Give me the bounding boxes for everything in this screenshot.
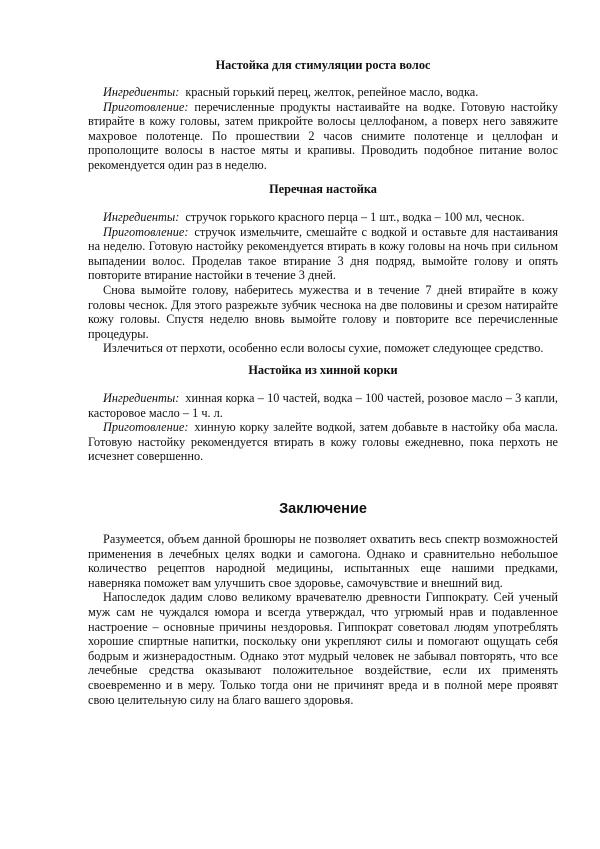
paragraph: Излечиться от перхоти, особенно если волосы сухие, поможет следующее средство. (103, 341, 544, 356)
ingredients-label: Ингредиенты: (103, 85, 180, 99)
preparation-paragraph (88, 420, 558, 464)
recipe-section-3 (88, 363, 558, 464)
paragraph: Разумеется, объем данной брошюры не позволяет охватить весь спектр возможностей применения в лечебных целях водки и самогона. Однако и сравнительно небольшое количество рецептов народной медицины, испытанных еще нашими предками, наверняка поможет вам улучшить свое здоровье, самочувствие и внешний вид. (88, 532, 558, 590)
ingredients-text: хинная корка – 10 частей, водка – 100 частей, розовое масло – 3 капли, касторовое масло – 1 ч. л. (88, 391, 558, 420)
preparation-paragraph (88, 225, 558, 283)
ingredients-paragraph (88, 210, 558, 225)
preparation-text: перечисленные продукты настаивайте на водке. Готовую настойку втирайте в кожу головы, затем прикройте волосы целлофаном, а поверх него завяжите махровое полотенце. По прошествии 2 часов снимите полотенце и целлофан и прополощите волосы в настое мяты и крапивы. Проводить подобное питание волос рекомендуется один раз в неделю. (88, 99, 558, 172)
paragraph: Снова вымойте голову, наберитесь мужества и в течение 7 дней втирайте в кожу головы чеснок. Для этого разрежьте зубчик чеснока на две половины и срезом натирайте кожу головы. Спустя неделю вновь вымойте голову и повторите все перечисленные процедуры. (88, 282, 558, 341)
conclusion-section (88, 501, 558, 707)
ingredients-paragraph (88, 391, 558, 420)
preparation-paragraph (88, 100, 558, 173)
paragraph: Напоследок дадим слово великому врачевателю древности Гиппократу. Сей ученый муж сам не чуждался юмора и всегда утверждал, что угрюмый нрав и подавленное настроение – основные причины нездоровья. Гиппократ советовал людям употреблять хорошие спиртные напитки, поскольку они укрепляют силы и помогают ощущать себя бодрым и жизнерадостным. Однако этот мудрый человек не забывал повторять, что все лечебные средства оказывают положительное воздействие, если их применять своевременно и в меру. Только тогда они не причинят вреда и в полной мере проявят свою целительную силу на благо вашего здоровья. (88, 590, 558, 707)
preparation-text: хинную корку залейте водкой, затем добавьте в настойку оба масла. Готовую настойку рекомендуется втирать в кожу головы ежедневно, пока перхоть не исчезнет совершенно. (88, 420, 558, 464)
ingredients-label: Ингредиенты: (103, 210, 180, 224)
recipe-section-1 (88, 58, 558, 173)
ingredients-text: красный горький перец, желток, репейное масло, водка. (185, 85, 479, 99)
section-title: Настойка из хинной корки (248, 363, 398, 377)
ingredients-paragraph (88, 85, 558, 100)
ingredients-text: стручок горького красного перца – 1 шт., водка – 100 мл, чеснок. (185, 210, 525, 224)
section-title: Перечная настойка (269, 182, 377, 196)
preparation-label: Приготовление: (103, 420, 189, 435)
recipe-section-2 (88, 182, 558, 356)
preparation-label: Приготовление: (103, 99, 189, 114)
preparation-text: стручок измельчите, смешайте с водкой и оставьте для настаивания на неделю. Готовую настойку рекомендуется втирать в кожу головы на ночь при сильном выпадении волос. Проделав такое втирание 3 дня подряд, вымойте голову и опять повторите втирание настойки в течение 3 дней. (88, 224, 558, 283)
preparation-label: Приготовление: (103, 224, 189, 239)
section-title: Настойка для стимуляции роста волос (215, 58, 431, 72)
conclusion-title: Заключение (279, 501, 367, 517)
ingredients-label: Ингредиенты: (103, 391, 180, 405)
